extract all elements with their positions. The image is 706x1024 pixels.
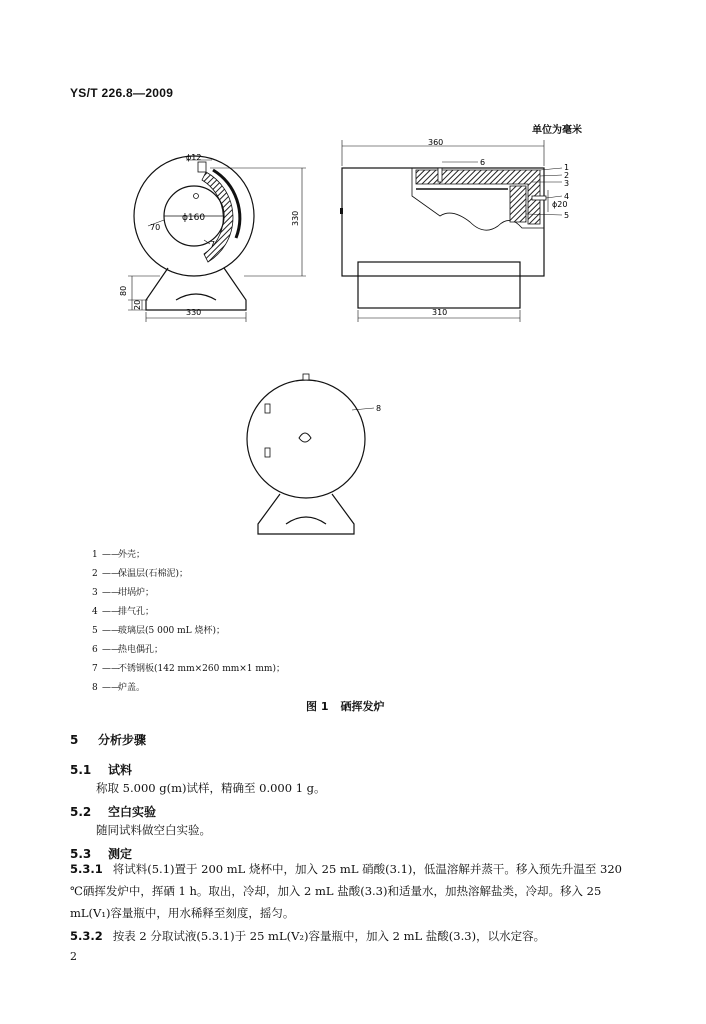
callout-1: 1	[564, 163, 570, 172]
dim-h330: 330	[291, 210, 300, 226]
figure-caption-title: 硒挥发炉	[340, 700, 385, 713]
callout-3: 3	[564, 179, 570, 188]
subsection-number: 5.1	[70, 763, 92, 777]
paragraph-number: 5.3.2	[70, 929, 103, 943]
dim-r70: 70	[150, 223, 161, 232]
legend-item: 1 —— 外壳；	[92, 546, 285, 565]
legend-text: 排气孔；	[118, 607, 155, 617]
dim-d20: ϕ20	[552, 200, 568, 209]
dim-w360: 360	[428, 138, 444, 147]
standard-code: YS/T 226.8—2009	[70, 86, 174, 100]
lid-view	[247, 374, 381, 534]
legend-text: 炉盖。	[118, 683, 146, 693]
dim-h20: 20	[133, 299, 142, 310]
dim-w330: 330	[186, 308, 202, 317]
legend-item: 5 —— 玻璃层(5 000 mL 烧杯)；	[92, 622, 285, 641]
legend-number: 3	[92, 588, 98, 598]
legend-item: 2 —— 保温层(石棉泥)；	[92, 565, 285, 584]
paragraph-text: 将试料(5.1)置于 200 mL 烧杯中，加入 25 mL 硝酸(3.1)，低温溶解并蒸干。移入预先升温至 320 ℃硒挥发炉中，挥硒 1 h。取出，冷却，加入 2 mL 盐酸(3.3)和适量水，加热溶解盐类，冷却。移入 25 mL(V₁)容量瓶中，用水稀释至刻度，摇匀。	[70, 862, 622, 920]
subsection-5-1-heading	[70, 761, 132, 778]
subsection-number: 5.2	[70, 805, 92, 819]
legend-number: 2	[92, 569, 98, 579]
legend-number: 8	[92, 683, 98, 693]
callout-8: 8	[376, 404, 382, 413]
legend-item: 8 —— 炉盖。	[92, 679, 285, 698]
paragraph-number: 5.3.1	[70, 862, 103, 876]
side-view	[340, 138, 569, 322]
subsection-5-2-heading	[70, 803, 156, 820]
dim-d160: ϕ160	[182, 213, 206, 223]
legend-number: 4	[92, 607, 98, 617]
figure-caption-label: 图 1	[306, 700, 329, 713]
legend-text: 外壳；	[118, 550, 146, 560]
section-number: 5	[70, 733, 79, 747]
front-view	[119, 153, 306, 322]
dim-w310: 310	[432, 308, 448, 317]
callout-4: 4	[564, 192, 570, 201]
legend-text: 玻璃层(5 000 mL 烧杯)；	[118, 626, 226, 636]
subsection-title: 测定	[108, 847, 133, 861]
legend-item: 4 —— 排气孔；	[92, 603, 285, 622]
legend-number: 6	[92, 645, 98, 655]
legend-number: 7	[92, 664, 98, 674]
legend-item: 3 —— 坩埚炉；	[92, 584, 285, 603]
figure-caption	[306, 698, 384, 714]
dim-7: 7	[210, 240, 216, 249]
subsection-5-2-text: 随同试料做空白实验。	[96, 823, 211, 837]
legend-text: 坩埚炉；	[118, 588, 155, 598]
callout-2: 2	[564, 171, 570, 180]
legend-item: 6 —— 热电偶孔；	[92, 641, 285, 660]
figure-legend	[92, 546, 285, 698]
legend-item: 7 —— 不锈钢板(142 mm×260 mm×1 mm)；	[92, 660, 285, 679]
legend-number: 5	[92, 626, 98, 636]
paragraph-5-3-1	[70, 858, 636, 924]
section-title: 分析步骤	[98, 733, 147, 747]
unit-note: 单位为毫米	[532, 125, 582, 136]
legend-text: 热电偶孔；	[118, 645, 164, 655]
section-heading	[70, 731, 146, 748]
legend-number: 1	[92, 550, 98, 560]
subsection-title: 试料	[108, 763, 133, 777]
callout-5: 5	[564, 211, 570, 220]
paragraph-5-3-2	[70, 925, 636, 947]
dim-h80: 80	[119, 285, 128, 296]
subsection-number: 5.3	[70, 847, 92, 861]
paragraph-text: 按表 2 分取试液(5.3.1)于 25 mL(V₂)容量瓶中，加入 2 mL 盐酸(3.3)，以水定容。	[112, 929, 546, 943]
subsection-title: 空白实验	[108, 805, 157, 819]
legend-text: 保温层(石棉泥)；	[118, 569, 189, 579]
page-number: 2	[70, 950, 77, 963]
subsection-5-1-text: 称取 5.000 g(m)试样，精确至 0.000 1 g。	[96, 781, 326, 795]
legend-text: 不锈钢板(142 mm×260 mm×1 mm)；	[118, 664, 285, 674]
callout-6: 6	[480, 158, 486, 167]
dim-d12: ϕ12	[186, 153, 202, 162]
